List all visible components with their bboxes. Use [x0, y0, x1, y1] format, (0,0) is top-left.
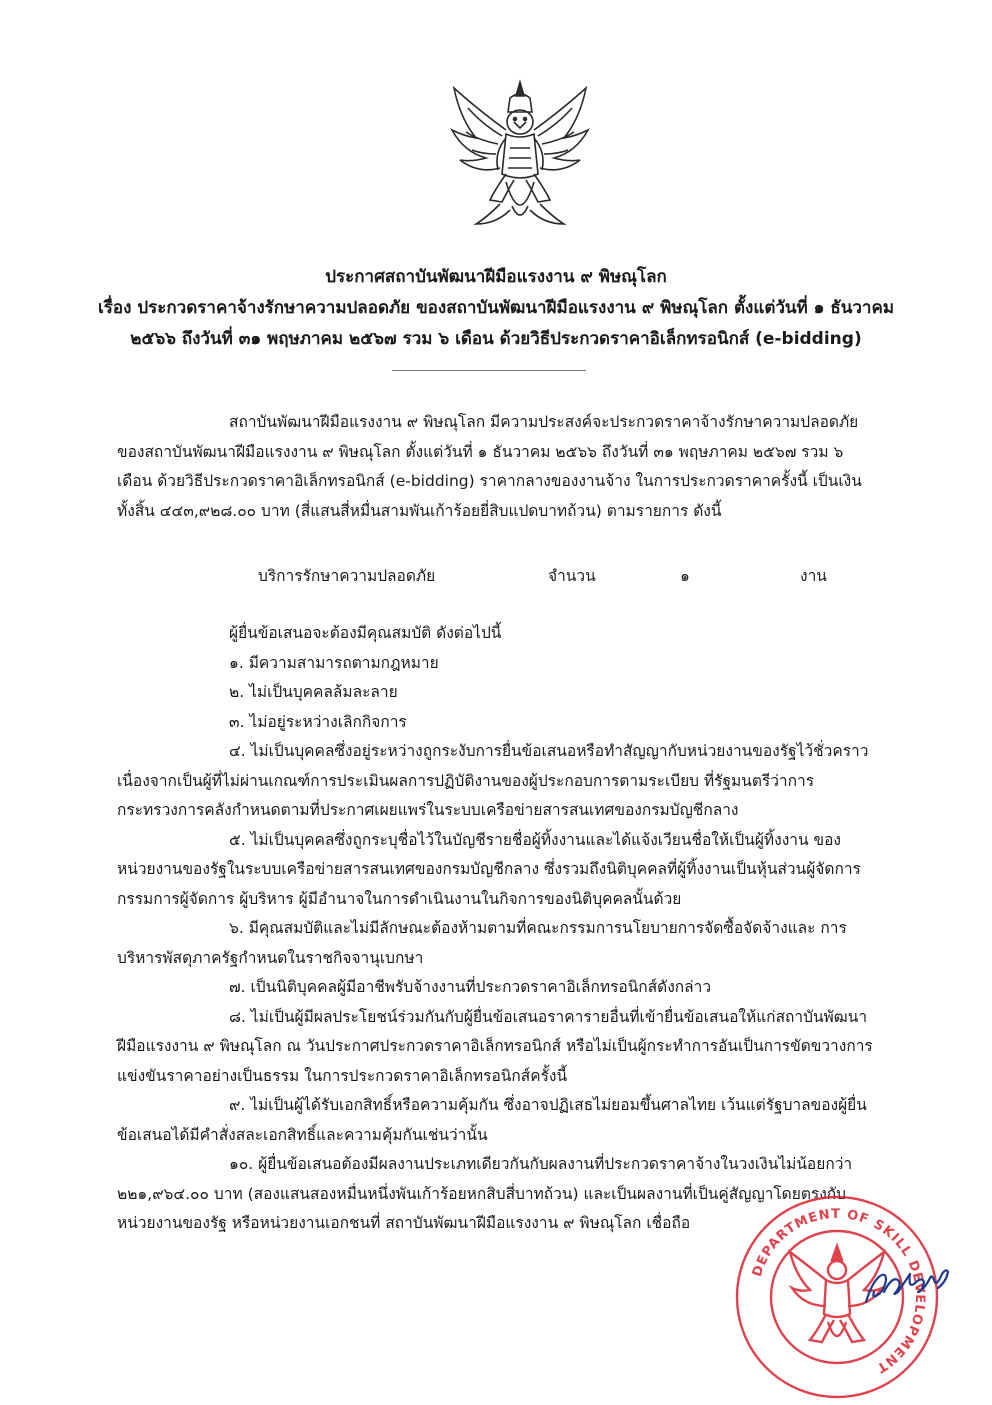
qualification-line: ๙. ไม่เป็นผู้ได้รับเอกสิทธิ์หรือความคุ้มกัน ซึ่งอาจปฏิเสธไม่ยอมขึ้นศาลไทย เว้นแต่รัฐบาลของผู้ยื่น [229, 1096, 867, 1114]
intro-line: ทั้งสิ้น ๔๔๓,๙๒๘.๐๐ บาท (สี่แสนสี่หมื่นสามพันเก้าร้อยยี่สิบแปดบาทถ้วน) ตามรายการ ดังนี้ [117, 501, 722, 520]
item-unit: งาน [800, 567, 827, 585]
announcement-subject-line-2: ๒๕๖๖ ถึงวันที่ ๓๑ พฤษภาคม ๒๕๖๗ รวม ๖ เดือน ด้วยวิธีประกวดราคาอิเล็กทรอนิกส์ (e-bidding) [130, 329, 862, 349]
signature-icon [862, 1262, 954, 1306]
intro-line: สถาบันพัฒนาฝีมือแรงงาน ๙ พิษณุโลก มีความประสงค์จะประกวดราคาจ้างรักษาความปลอดภัย [229, 413, 859, 431]
announcement-heading: ประกาศสถาบันพัฒนาฝีมือแรงงาน ๙ พิษณุโลก [325, 267, 667, 287]
qualification-line: แข่งขันราคาอย่างเป็นธรรม ในการประกวดราคาอิเล็กทรอนิกส์ครั้งนี้ [117, 1066, 568, 1085]
qualification-line: ฝีมือแรงงาน ๙ พิษณุโลก ณ วันประกาศประกวดราคาอิเล็กทรอนิกส์ หรือไม่เป็นผู้กระทำการอันเป็นการขัดขวางการ [117, 1037, 873, 1055]
qualification-line: ๒๒๑,๙๖๔.๐๐ บาท (สองแสนสองหมื่นหนึ่งพันเก้าร้อยหกสิบสี่บาทถ้วน) และเป็นผลงานที่เป็นคู่สัญญาโดยตรงกับ [117, 1184, 847, 1203]
intro-line: ของสถาบันพัฒนาฝีมือแรงงาน ๙ พิษณุโลก ตั้งแต่วันที่ ๑ ธันวาคม ๒๕๖๖ ถึงวันที่ ๓๑ พฤษภาคม ๒๕๖๗ รวม ๖ [117, 442, 844, 461]
qualification-line: เนื่องจากเป็นผู้ที่ไม่ผ่านเกณฑ์การประเมินผลการปฏิบัติงานของผู้ประกอบการตามระเบียบ ที่รัฐมนตรีว่าการ [117, 771, 815, 790]
title-divider [392, 370, 586, 371]
qualification-line: ๘. ไม่เป็นผู้มีผลประโยชน์ร่วมกันกับผู้ยื่นข้อเสนอราคารายอื่นที่เข้ายื่นข้อเสนอให้แก่สถาบันพัฒนา [229, 1007, 868, 1026]
seal-text: DEPARTMENT OF SKILL DEVELOPMENT [749, 1206, 928, 1376]
qualification-line: ๑. มีความสามารถตามกฎหมาย [229, 653, 439, 672]
qualification-line: กรรมการผู้จัดการ ผู้บริหาร ผู้มีอำนาจในการดำเนินงานในกิจการของนิติบุคคลนั้นด้วย [117, 889, 682, 908]
item-row [0, 563, 992, 593]
qualification-line: ข้อเสนอได้มีคำสั่งสละเอกสิทธิ์และความคุ้มกันเช่นว่านั้น [117, 1125, 488, 1144]
qualification-line: ๔. ไม่เป็นบุคคลซึ่งอยู่ระหว่างถูกระงับการยื่นข้อเสนอหรือทำสัญญากับหน่วยงานของรัฐไว้ชั่วคราว [229, 742, 869, 760]
document-title [70, 262, 922, 355]
qualification-line: ๗. เป็นนิติบุคคลผู้มีอาชีพรับจ้างงานที่ประกวดราคาอิเล็กทรอนิกส์ดังกล่าว [229, 978, 712, 996]
intro-paragraph [117, 408, 897, 526]
qualification-line: กระทรวงการคลังกำหนดตามที่ประกาศเผยแพร่ในระบบเครือข่ายสารสนเทศของกรมบัญชีกลาง [117, 801, 739, 819]
qualification-line: ๕. ไม่เป็นบุคคลซึ่งถูกระบุชื่อไว้ในบัญชีรายชื่อผู้ทิ้งงานและได้แจ้งเวียนชื่อให้เป็นผู้ทิ้งงาน ของ [229, 830, 841, 849]
qualification-line: ๒. ไม่เป็นบุคคลล้มละลาย [229, 683, 398, 701]
announcement-subject-line-1: เรื่อง ประกวดราคาจ้างรักษาความปลอดภัย ของสถาบันพัฒนาฝีมือแรงงาน ๙ พิษณุโลก ตั้งแต่วันที่ ๑ ธันวาคม [97, 298, 895, 318]
item-name: บริการรักษาความปลอดภัย [258, 567, 436, 585]
intro-line: เดือน ด้วยวิธีประกวดราคาอิเล็กทรอนิกส์ (e-bidding) ราคากลางของงานจ้าง ในการประกวดราคาครั้งนี้ เป็นเงิน [117, 472, 862, 490]
qualification-line: ๑๐. ผู้ยื่นข้อเสนอต้องมีผลงานประเภทเดียวกันกับผลงานที่ประกวดราคาจ้างในวงเงินไม่น้อยกว่า [229, 1155, 853, 1173]
garuda-emblem-icon [446, 78, 594, 230]
item-qty-label: จำนวน [548, 567, 596, 585]
qualification-line: ๖. มีคุณสมบัติและไม่มีลักษณะต้องห้ามตามที่คณะกรรมการนโยบายการจัดซื้อจัดจ้างและ การ [229, 919, 847, 937]
qualification-line: บริหารพัสดุภาครัฐกำหนดในราชกิจจานุเบกษา [117, 948, 424, 967]
item-qty: ๑ [680, 567, 690, 585]
qualifications-list [117, 619, 897, 1239]
qualification-line: หน่วยงานของรัฐ หรือหน่วยงานเอกชนที่ สถาบันพัฒนาฝีมือแรงงาน ๙ พิษณุโลก เชื่อถือ [117, 1214, 691, 1232]
qualification-line: ๓. ไม่อยู่ระหว่างเลิกกิจการ [229, 712, 407, 731]
qualification-line: ผู้ยื่นข้อเสนอจะต้องมีคุณสมบัติ ดังต่อไปนี้ [229, 624, 502, 642]
qualification-line: หน่วยงานของรัฐในระบบเครือข่ายสารสนเทศของกรมบัญชีกลาง ซึ่งรวมถึงนิติบุคคลที่ผู้ทิ้งงานเป็นหุ้นส่วนผู้จัดการ [117, 860, 861, 878]
